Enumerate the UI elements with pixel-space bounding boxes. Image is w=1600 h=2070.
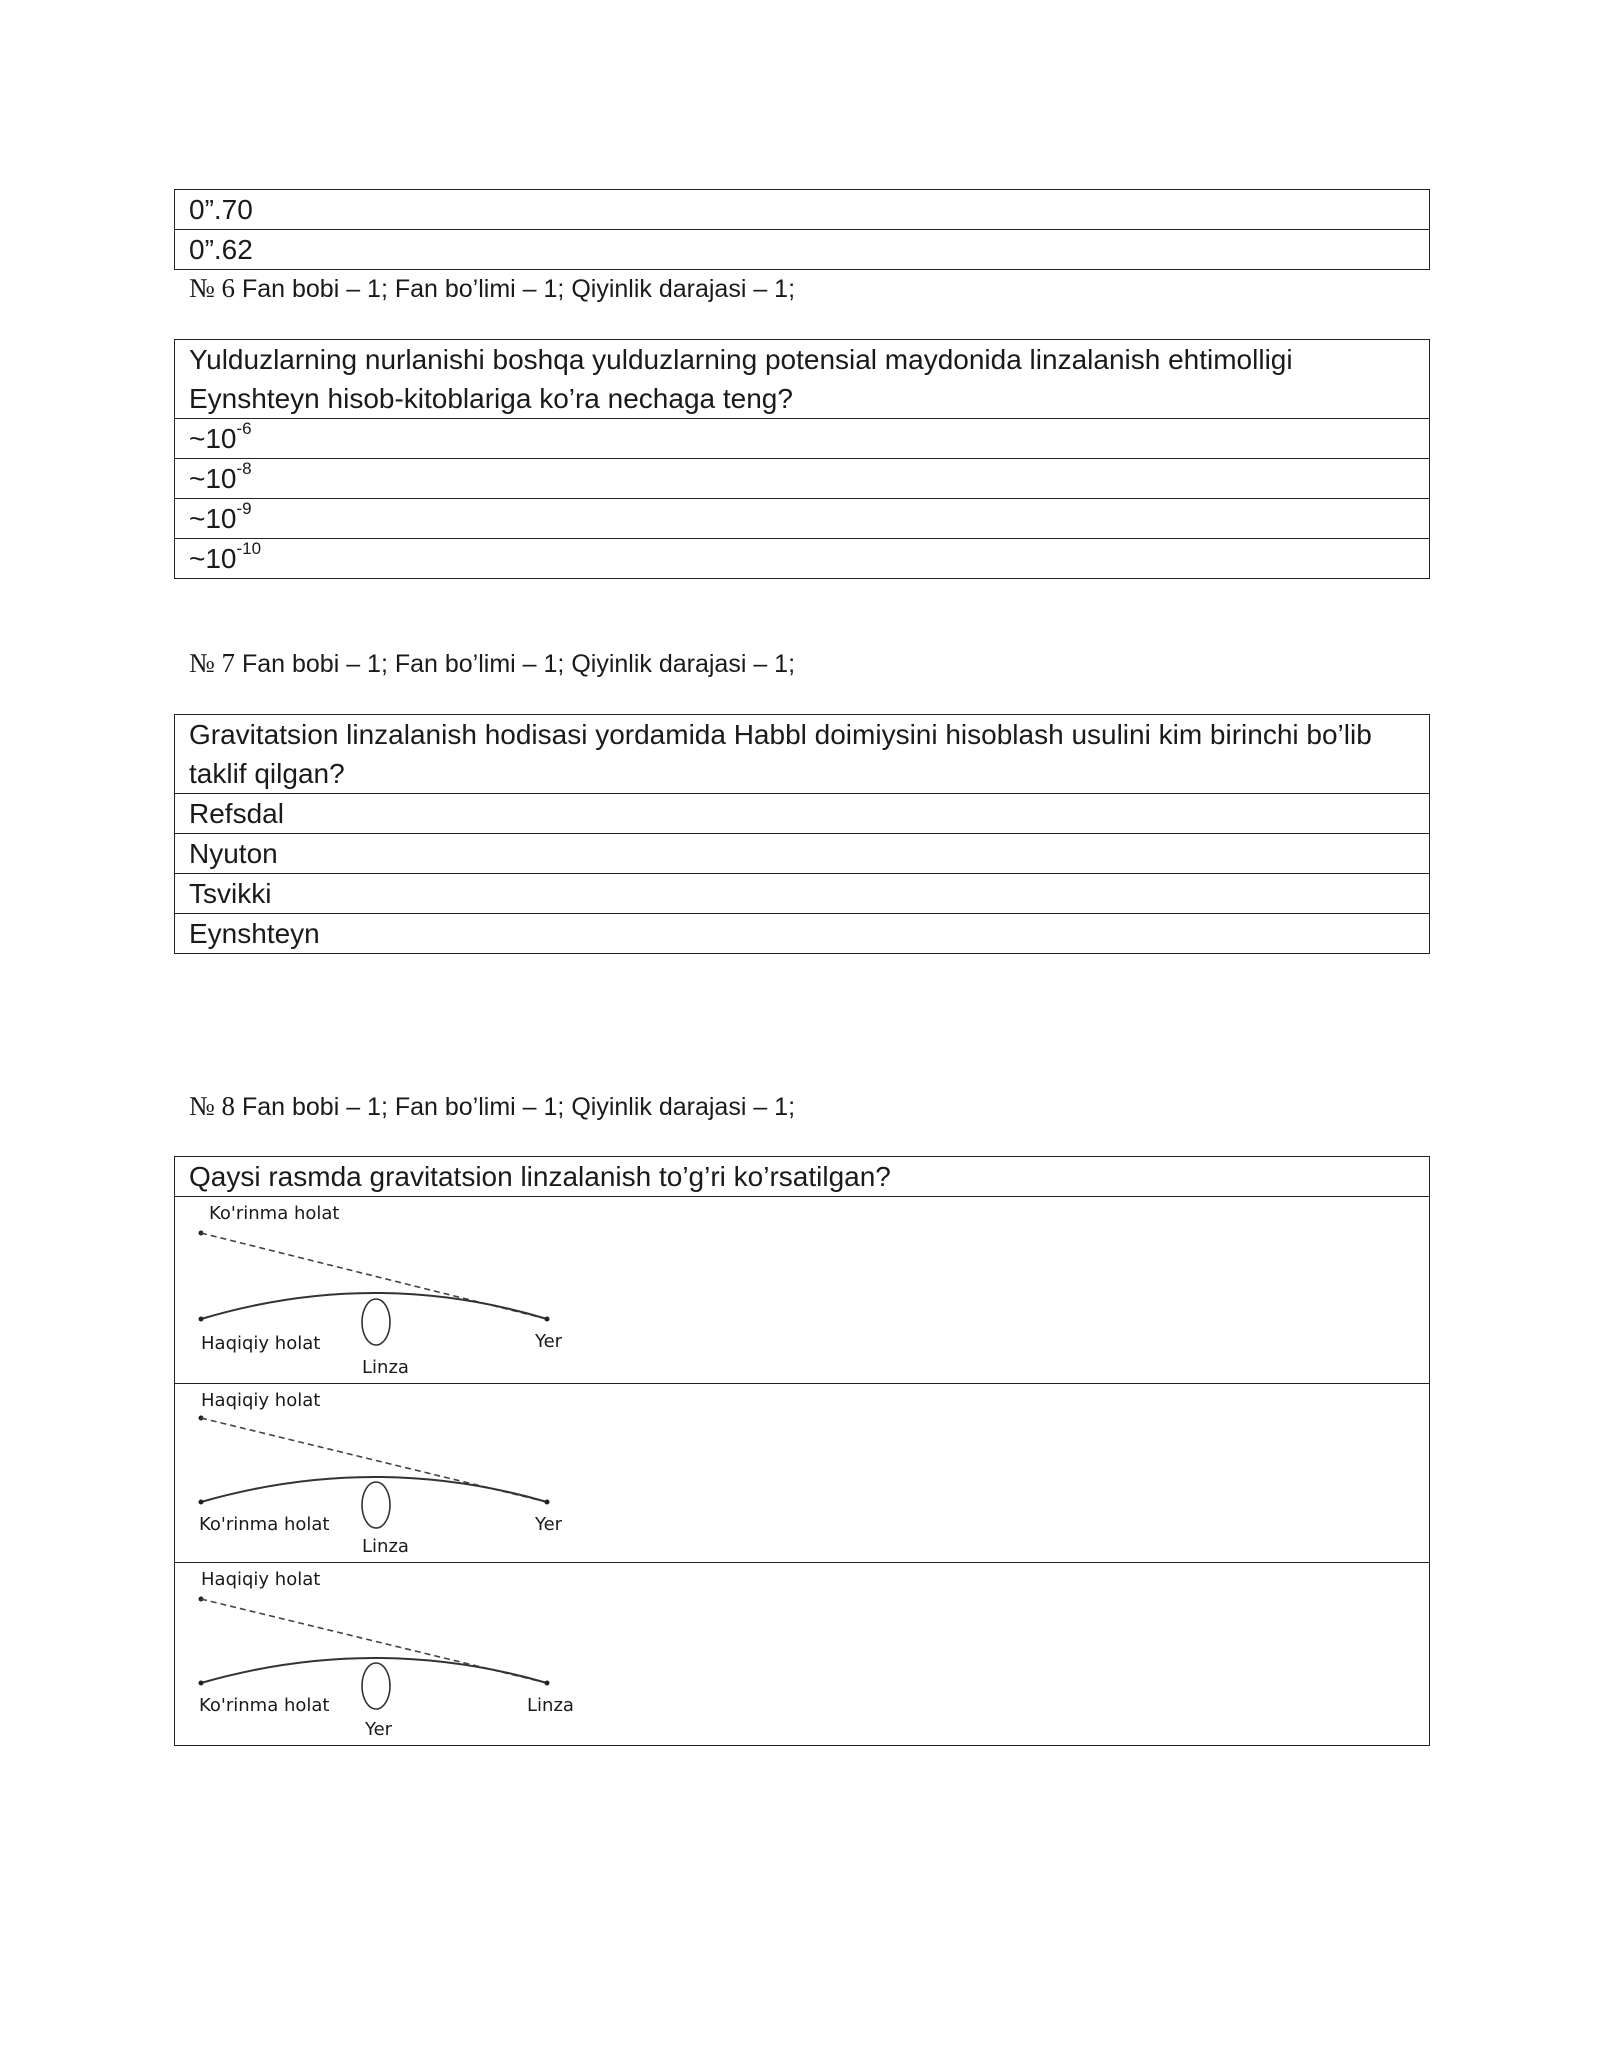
q6-option-3-base: ~10: [189, 503, 237, 534]
fig1-curved-ray: [201, 1293, 547, 1319]
q7-question: Gravitatsion linzalanish hodisasi yordamida Habbl doimiysini hisoblash usulini kim birinchi bo’lib taklif qilgan?: [175, 715, 1430, 794]
fig3-left-label: Ko'rinma holat: [199, 1695, 330, 1716]
fig2-left-label: Ko'rinma holat: [199, 1514, 330, 1535]
q6-option-3: [175, 499, 1430, 539]
q6-option-1: [175, 419, 1430, 459]
fig1-center-label: Linza: [362, 1357, 409, 1378]
q8-option-1: [175, 1197, 1430, 1384]
fig3-lens-shape: [362, 1663, 390, 1709]
q7-meta: Fan bobi – 1; Fan bo’limi – 1; Qiyinlik darajasi – 1;: [241, 650, 796, 678]
q6-table: [174, 339, 1430, 579]
q6-option-4-base: ~10: [189, 543, 237, 574]
lensing-diagram-1: [175, 1197, 1429, 1383]
lensing-diagram-3: [175, 1563, 1429, 1745]
q8-number: № 8: [189, 1091, 236, 1121]
q6-number: № 6: [189, 273, 236, 303]
q6-option-3-exponent: -9: [236, 499, 252, 518]
fig1-left-label: Haqiqiy holat: [201, 1333, 321, 1354]
q6-meta: Fan bobi – 1; Fan bo’limi – 1; Qiyinlik darajasi – 1;: [241, 275, 796, 303]
fig1-lens-shape: [362, 1299, 390, 1345]
fig2-center-label: Linza: [362, 1536, 409, 1557]
q6-option-2: [175, 459, 1430, 499]
fig3-top-label: Haqiqiy holat: [201, 1569, 321, 1590]
q7-option-4: Eynshteyn: [175, 914, 1430, 954]
q8-meta: Fan bobi – 1; Fan bo’limi – 1; Qiyinlik darajasi – 1;: [241, 1093, 796, 1121]
q6-option-2-base: ~10: [189, 463, 237, 494]
fig1-top-label: Ko'rinma holat: [209, 1203, 340, 1224]
q8-header: [189, 1091, 795, 1122]
q7-option-3: Tsvikki: [175, 874, 1430, 914]
q7-option-1: Refsdal: [175, 794, 1430, 834]
q6-option-1-base: ~10: [189, 423, 237, 454]
q5-option-1: 0”.70: [175, 190, 1430, 230]
q6-option-2-exponent: -8: [236, 459, 252, 478]
q8-question: Qaysi rasmda gravitatsion linzalanish to’g’ri ko’rsatilgan?: [175, 1157, 1430, 1197]
fig2-right-label: Yer: [535, 1514, 563, 1535]
q6-option-1-exponent: -6: [236, 419, 252, 438]
q7-table: [174, 714, 1430, 954]
q5-option-2: 0”.62: [175, 230, 1430, 270]
q6-header: [189, 273, 795, 304]
fig1-right-label: Yer: [535, 1331, 563, 1352]
q8-option-3: [175, 1563, 1430, 1746]
fig3-curved-ray: [201, 1658, 547, 1683]
q7-number: № 7: [189, 648, 236, 678]
q5-options-table: [174, 189, 1430, 270]
fig2-top-label: Haqiqiy holat: [201, 1390, 321, 1411]
q7-option-2: Nyuton: [175, 834, 1430, 874]
q6-question: Yulduzlarning nurlanishi boshqa yulduzlarning potensial maydonida linzalanish ehtimolligi Eynshteyn hisob-kitoblariga ko’ra nechaga teng?: [175, 340, 1430, 419]
q6-option-4-exponent: -10: [236, 539, 262, 558]
lensing-diagram-2: [175, 1384, 1429, 1562]
q8-table: [174, 1156, 1430, 1746]
fig2-curved-ray: [201, 1477, 547, 1502]
q7-header: [189, 648, 795, 679]
fig2-lens-shape: [362, 1482, 390, 1528]
q8-option-2: [175, 1384, 1430, 1563]
q6-option-4: [175, 539, 1430, 579]
fig3-right-label: Linza: [527, 1695, 574, 1716]
fig3-center-label: Yer: [365, 1719, 393, 1740]
